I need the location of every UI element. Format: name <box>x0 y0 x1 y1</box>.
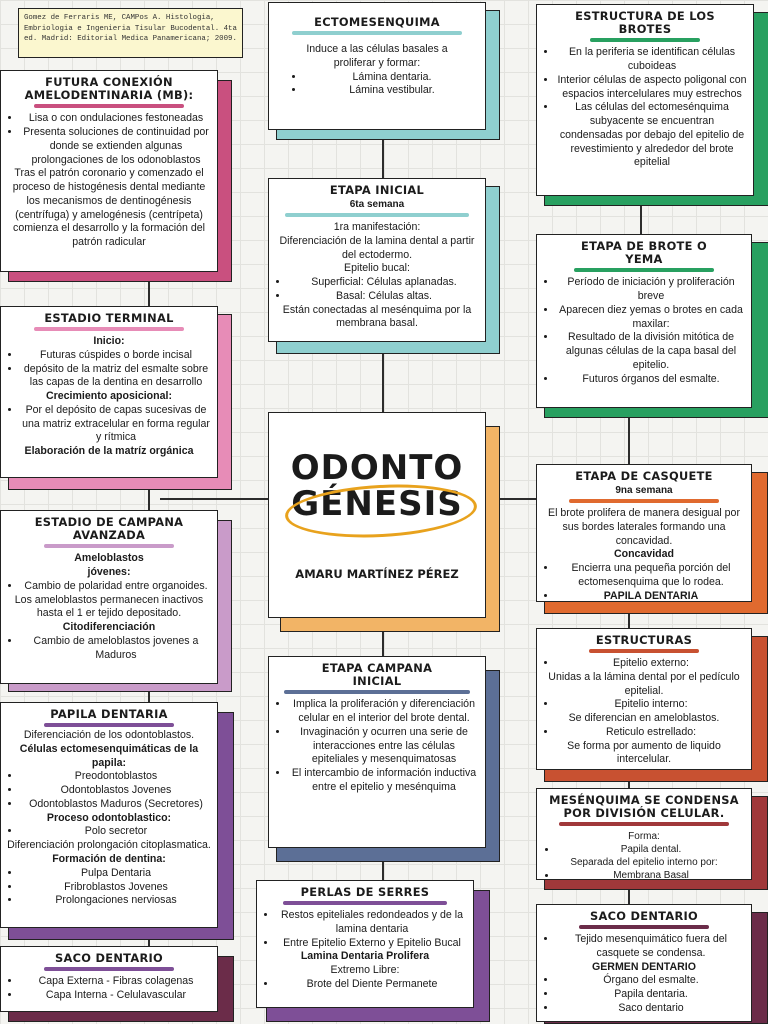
main-title-line1: ODONTO <box>290 448 464 488</box>
card-saco-dentario-right: SACO DENTARIO • Tejido mesenquimático fuera del casquete se condensa. GERMEN DENTARIO • Órgano del esmalte. • Papila dentaria. • Saco dentario <box>536 904 752 1022</box>
card-title: ECTOMESENQUIMA <box>314 15 440 29</box>
reference-note: Gomez de Ferraris ME, CAMPos A. Histologia, Embriologia e Ingenieria Tisular Bucodental. 4ta ed. Madrid: Editorial Medica Panamericana; 2009. <box>18 8 243 58</box>
card-papila-dentaria: PAPILA DENTARIA Diferenciación de los odontoblastos. Células ectomesenquimáticas de la papila: • Preodontoblastos • Odontoblastos Jovenes • Odontoblastos Maduros (Secretores) Proceso odontoblastico: • Polo secretor Diferenciación prolongación citoplasmatica. Formación de dentina: • Pulpa Dentaria • Fribroblastos Jovenes • Prolongaciones nerviosas <box>0 702 218 928</box>
card-mesenquima: MESÉNQUIMA SE CONDENSA POR DIVISIÓN CELULAR. Forma: • Papila dental. Separada del epitelio interno por: • Membrana Basal <box>536 788 752 880</box>
main-title-line2: GÉNESIS <box>291 483 463 524</box>
card-etapa-brote: ETAPA DE BROTE O YEMA • Período de iniciación y proliferación breve • Aparecen diez yemas o brotes en cada maxilar: • Resultado de la división mitótica de algunas células de la capa basal del epitelio. • Futuros órganos del esmalte. <box>536 234 752 408</box>
card-estructura-brotes: ESTRUCTURA DE LOS BROTES • En la periferia se identifican células cuboideas • Interior células de aspecto poligonal con espacios intercelulares muy estrechos • Las células del ectomesénquima subyacente se encuentran condensadas por debajo del epitelio de revestimiento y alrededor del brote epitelial <box>536 4 754 196</box>
card-saco-dentario-left: SACO DENTARIO • Capa Externa - Fibras colagenas • Capa Interna - Celulavascular <box>0 946 218 1012</box>
card-etapa-inicial: ETAPA INICIAL 6ta semana 1ra manifestación: Diferenciación de la lamina dental a partir del ectodermo. Epitelio bucal: • Superficial: Células aplanadas. • Basal: Células altas. Están conectadas al mesénquima por la membrana basal. <box>268 178 486 342</box>
card-ectomesenquima: ECTOMESENQUIMA Induce a las células basales a proliferar y formar: • Lámina dentaria. • Lámina vestibular. <box>268 2 486 130</box>
card-etapa-casquete: ETAPA DE CASQUETE 9na semana El brote prolifera de manera desigual por sus bordes laterales formando una concavidad. Concavidad • Encierra una pequeña porción del ectomesenquima que lo rodea. • PAPILA DENTARIA <box>536 464 752 602</box>
connector-line <box>160 498 270 500</box>
central-title-card <box>268 412 486 618</box>
connector-line <box>148 280 150 308</box>
connector-line <box>382 860 384 882</box>
card-estadio-terminal: ESTADIO TERMINAL Inicio: • Futuras cúspides o borde incisal • depósito de la matriz del esmalte sobre las capas de la dentina en desarrollo Crecimiento aposicional: • Por el depósito de capas sucesivas de una matriz extracelular en forma regular y rítmica Elaboración de la matríz orgánica <box>0 306 218 478</box>
card-perlas-serres: PERLAS DE SERRES • Restos epiteliales redondeados y de la lamina dentaria • Entre Epitelio Externo y Epitelio Bucal Lamina Dentaria Prolifera Extremo Libre: • Brote del Diente Permanete <box>256 880 474 1008</box>
card-campana-inicial: ETAPA CAMPANA INICIAL • Implica la proliferación y diferenciación celular en el interior del brote dental. • Invaginación y ocurren una serie de interacciones entre las células epiteliales y mesenquimatosas • El intercambio de información inductiva entre el epitelio y mesénquima <box>268 656 486 848</box>
card-estructuras: ESTRUCTURAS • Epitelio externo: Unidas a la lámina dental por el pedículo epitelial. • Epitelio interno: Se diferencian en ameloblastos. • Reticulo estrellado: Se forma por aumento de liquido intercelular. <box>536 628 752 770</box>
card-campana-avanzada: ESTADIO DE CAMPANA AVANZADA Ameloblastos jóvenes: • Cambio de polaridad entre organoides. Los ameloblastos permanecen inactivos hasta el 1 er tejido depositado. Citodiferenciación • Cambio de ameloblastos jovenes a Maduros <box>0 510 218 684</box>
card-futura-conexion: FUTURA CONEXIÓN AMELODENTINARIA (MB): • Lisa o con ondulaciones festoneadas • Presenta soluciones de continuidad por donde se extienden algunas prolongaciones de los odonoblastos Tras el patrón coronario y comenzado el proceso de histogénesis dental mediante los mecanismos de dentinogénesis (centrífuga) y amelogénesis (centrípeta) comienza el desarrollo y la formación del patrón radicular <box>0 70 218 272</box>
author-name: AMARU MARTÍNEZ PÉREZ <box>295 567 459 581</box>
